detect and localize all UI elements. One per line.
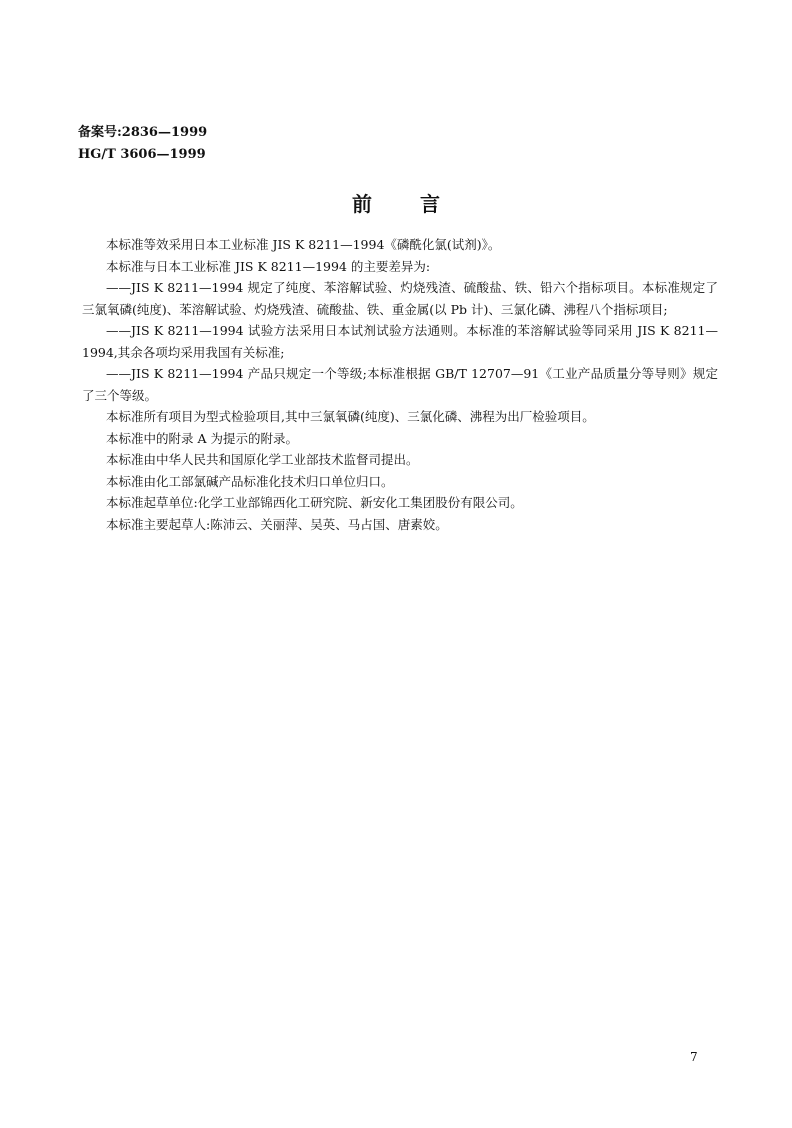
paragraph: 本标准由中华人民共和国原化学工业部技术监督司提出。 <box>106 452 419 467</box>
record-number: 备案号:2836—1999 <box>78 125 208 140</box>
paragraph: ——JIS K 8211—1994 试验方法采用日本试剂试验方法通则。本标准的苯溶解试验等同采用 JIS K 8211—1994,其余各项均采用我国有关标准; <box>82 323 718 360</box>
document-header <box>78 122 207 166</box>
page-title: 前言 <box>352 192 488 216</box>
paragraph: 本标准由化工部氯碱产品标准化技术归口单位归口。 <box>106 473 394 489</box>
foreword-body <box>82 234 718 535</box>
page-number: 7 <box>690 1050 698 1064</box>
paragraph: ——JIS K 8211—1994 产品只规定一个等级;本标准根据 GB/T 12707—91《工业产品质量分等导则》规定了三个等级。 <box>82 366 718 403</box>
paragraph: 本标准与日本工业标准 JIS K 8211—1994 的主要差异为: <box>106 258 431 274</box>
paragraph: 本标准主要起草人:陈沛云、关丽萍、吴英、马占国、唐素姣。 <box>106 516 448 532</box>
paragraph: 本标准等效采用日本工业标准 JIS K 8211—1994《磷酰化氯(试剂)》。 <box>106 237 501 252</box>
paragraph: ——JIS K 8211—1994 规定了纯度、苯溶解试验、灼烧残渣、硫酸盐、铁、铅六个指标项目。本标准规定了三氯氧磷(纯度)、苯溶解试验、灼烧残渣、硫酸盐、铁、重金属(以 Pb 计)、三氯化磷、沸程八个指标项目; <box>82 280 718 317</box>
standard-number: HG/T 3606—1999 <box>78 147 206 162</box>
paragraph: 本标准中的附录 A 为提示的附录。 <box>106 430 298 446</box>
paragraph: 本标准起草单位:化学工业部锦西化工研究院、新安化工集团股份有限公司。 <box>106 495 523 510</box>
paragraph: 本标准所有项目为型式检验项目,其中三氯氧磷(纯度)、三氯化磷、沸程为出厂检验项目。 <box>106 409 595 424</box>
